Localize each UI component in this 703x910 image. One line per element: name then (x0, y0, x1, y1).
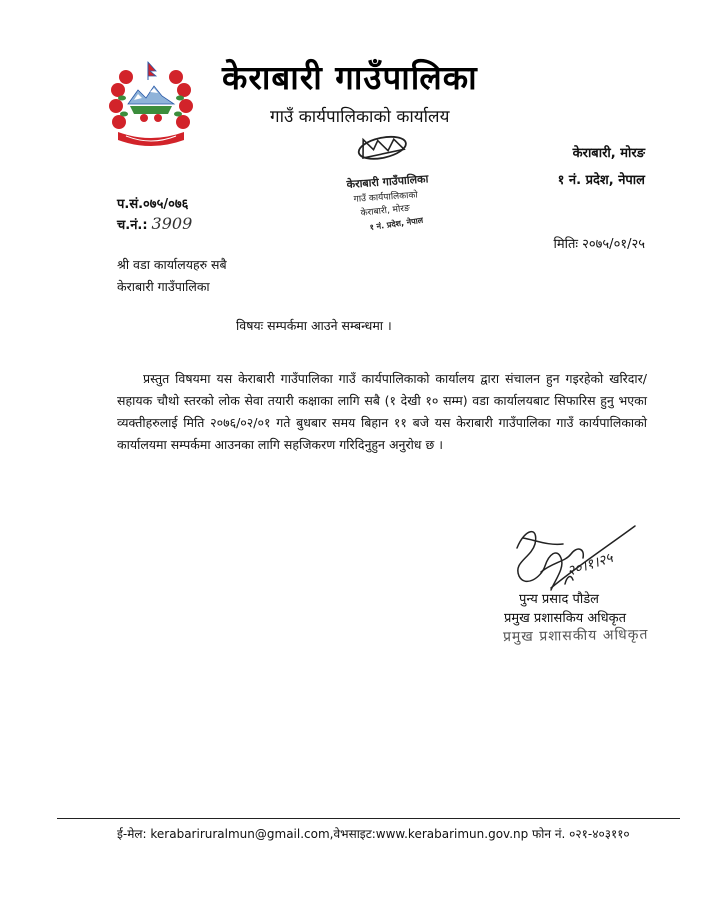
footer-divider (57, 818, 680, 819)
recipient-line2: केराबारी गाउँपालिका (117, 279, 210, 294)
nepal-emblem-logo (104, 60, 198, 152)
office-address-line2: १ नं. प्रदेश, नेपाल (557, 173, 645, 188)
signatory-title: प्रमुख प्रशासकिय अधिकृत (504, 611, 627, 626)
footer-contact: ई-मेल: kerabariruralmun@gmail.com,वेभसाइट:www.kerabarimun.gov.np फोन नं. ०२१-४०३११० (117, 827, 630, 841)
letterhead-title: केराबारी गाउँपालिका (222, 58, 478, 97)
patra-sankhya: प.सं.०७५/०७६ (117, 197, 189, 212)
svg-text:गाउँ कार्यपालिकाको: गाउँ कार्यपालिकाको (353, 190, 419, 205)
chalani-label: च.नं.: (117, 218, 148, 233)
svg-text:केराबारी, मोरङ: केराबारी, मोरङ (360, 203, 411, 219)
letter-date: मितिः २०७५/०१/२५ (553, 237, 645, 252)
office-address-line1: केराबारी, मोरङ (572, 146, 645, 161)
signatory-name: पुन्य प्रसाद पौडेल (519, 592, 599, 607)
chalani-handwritten-value: 3909 (151, 214, 193, 233)
signature-date: २०।१।२५ (565, 550, 615, 580)
letter-subject: विषयः सम्पर्कमा आउने सम्बन्धमा । (236, 318, 392, 333)
designation-stamp: प्रमुख प्रशासकीय अधिकृत (502, 626, 649, 646)
recipient-line1: श्री वडा कार्यालयहरु सबै (117, 257, 227, 272)
svg-text:१ नं. प्रदेश, नेपाल: १ नं. प्रदेश, नेपाल (369, 215, 424, 233)
svg-text:केराबारी गाउँपालिका: केराबारी गाउँपालिका (346, 172, 429, 192)
chalani-number (117, 214, 192, 233)
office-seal-stamp (331, 129, 449, 239)
letterhead-subtitle: गाउँ कार्यपालिकाको कार्यालय (270, 107, 450, 127)
letter-body: प्रस्तुत विषयमा यस केराबारी गाउँपालिका गाउँ कार्यपालिकाको कार्यालय द्वारा संचालन हुन गइरहेको खरिदार/सहायक चौथो स्तरको लोक सेवा तयारी कक्षाका लागि सबै (१ देखी १० सम्म) वडा कार्यालयबाट सिफारिस हुनु भएका व्यक्तीहरुलाई मिति २०७६/०२/०१ गते बुधबार समय बिहान ११ बजे यस केराबारी गाउँपालिका गाउँ कार्यपालिकाको कार्यालयमा सम्पर्कमा आउनका लागि सहजिकरण गरिदिनुहुन अनुरोध छ । (117, 371, 647, 452)
